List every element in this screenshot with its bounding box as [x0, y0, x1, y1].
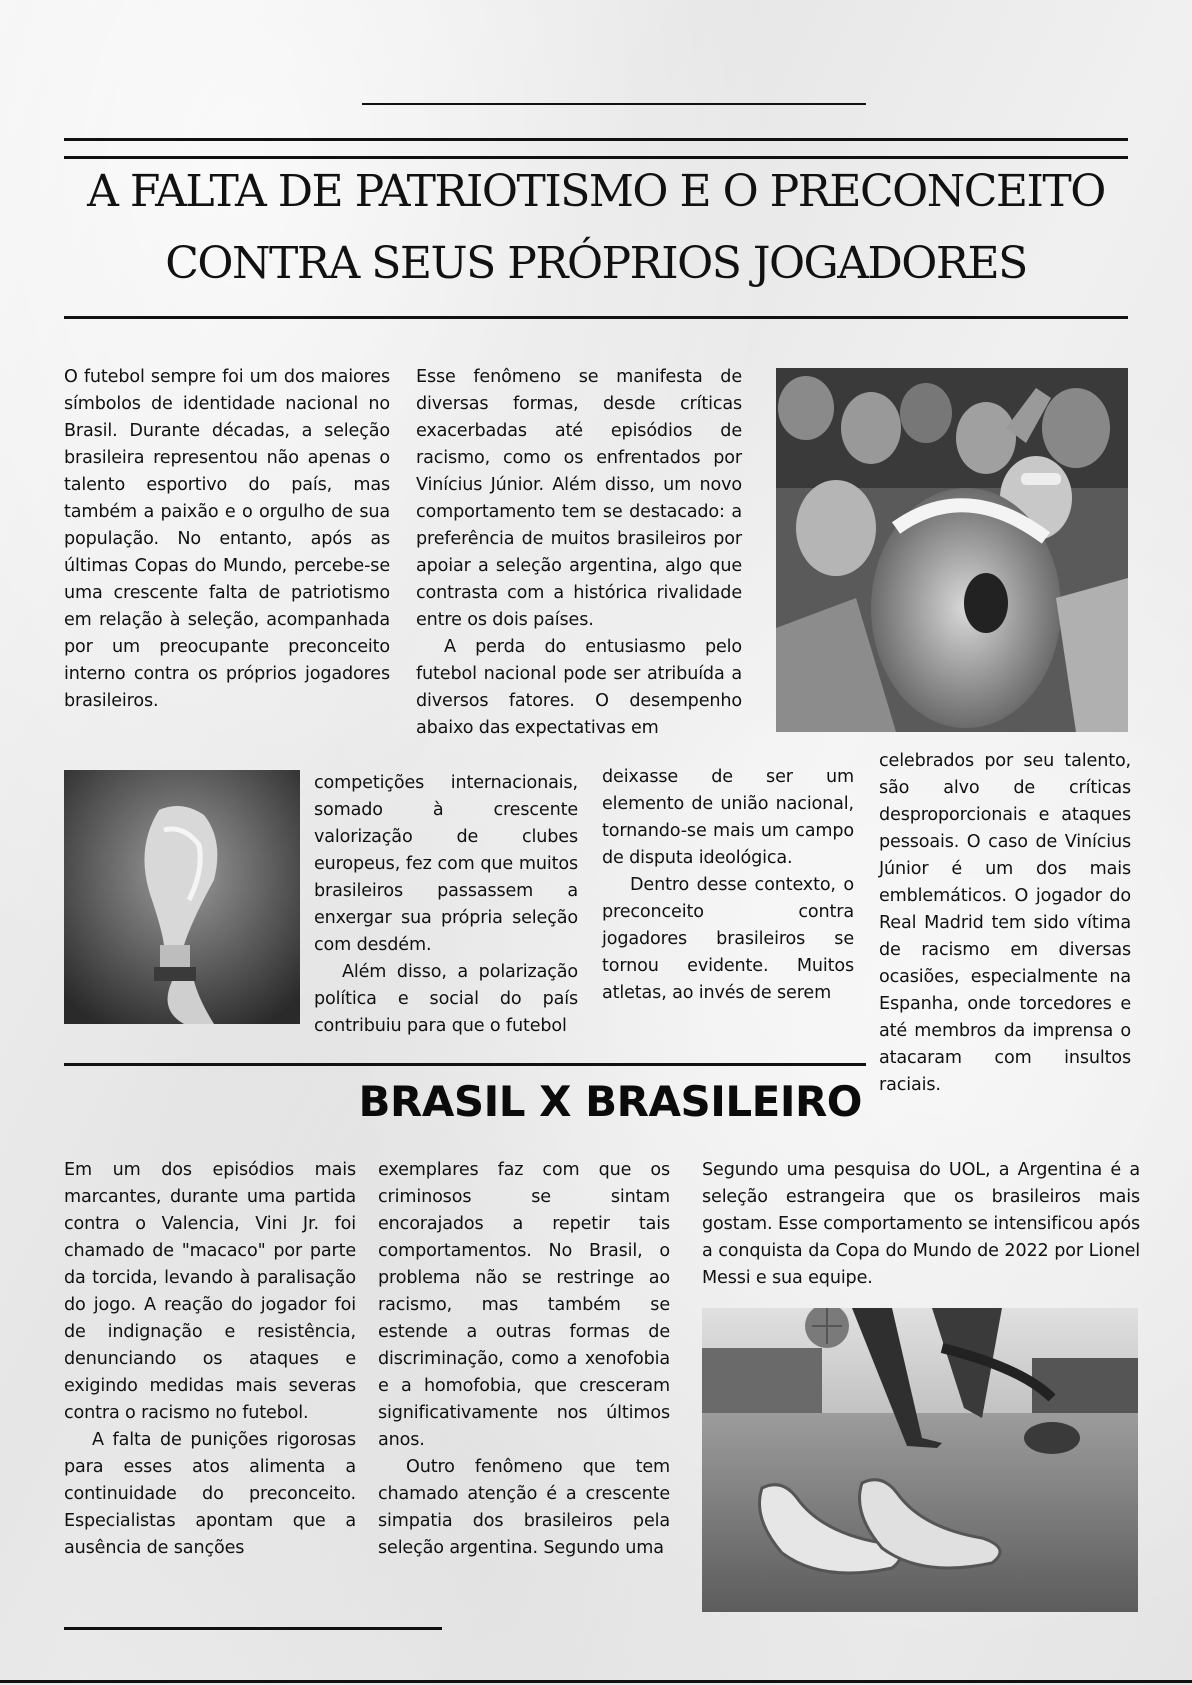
- bottom-rule: [64, 1627, 442, 1630]
- section-column-2: [378, 1157, 670, 1562]
- paragraph: competições internacionais, somado à crescente valorização de clubes europeus, fez com que muitos brasileiros passassem a enxergar sua própria seleção com desdém.: [314, 773, 578, 955]
- paragraph: exemplares faz com que os criminosos se sintam encorajados a repetir tais comportamentos. No Brasil, o problema não se restringe ao racismo, mas também se estende a outras formas de discriminação, como a xenofobia e a homofobia, que cresceram significativamente nos últimos anos.: [378, 1160, 670, 1450]
- street-football-photo: [702, 1308, 1138, 1612]
- page-bottom-edge: [0, 1680, 1192, 1683]
- header-rule-1: [64, 138, 1128, 141]
- top-short-rule: [362, 103, 866, 105]
- article-column-3: [314, 770, 578, 1040]
- world-cup-trophy-photo: [64, 770, 300, 1024]
- paragraph: O futebol sempre foi um dos maiores símbolos de identidade nacional no Brasil. Durante décadas, a seleção brasileira representou não apenas o talento esportivo do país, mas também a paixão e o orgulho de sua população. No entanto, após as últimas Copas do Mundo, percebe-se uma crescente falta de patriotismo em relação à seleção, acompanhada por um preocupante preconceito interno contra os próprios jogadores brasileiros.: [64, 367, 390, 711]
- page-title-line-1: A FALTA DE PATRIOTISMO E O PRECONCEITO: [87, 166, 1105, 217]
- section-column-1: [64, 1157, 356, 1562]
- paragraph: Além disso, a polarização política e social do país contribuiu para que o futebol: [314, 962, 578, 1036]
- paragraph: Em um dos episódios mais marcantes, durante uma partida contra o Valencia, Vini Jr. foi chamado de "macaco" por parte da torcida, levando à paralisação do jogo. A reação do jogador foi de indignação e resistência, denunciando os ataques e exigindo medidas mais severas contra o racismo no futebol.: [64, 1160, 356, 1423]
- headline-bottom-rule: [64, 316, 1128, 319]
- article-column-4: [602, 764, 854, 1007]
- paragraph: Segundo uma pesquisa do UOL, a Argentina é a seleção estrangeira que os brasileiros mais gostam. Esse comportamento se intensificou após a conquista da Copa do Mundo de 2022 por Lionel Messi e sua equipe.: [702, 1160, 1140, 1288]
- paragraph: Outro fenômeno que tem chamado atenção é a crescente simpatia dos brasileiros pela seleção argentina. Segundo uma: [378, 1457, 670, 1558]
- section-column-3: [702, 1157, 1140, 1292]
- page-title-line-2: CONTRA SEUS PRÓPRIOS JOGADORES: [165, 238, 1027, 289]
- article-column-5: [879, 748, 1131, 1099]
- article-column-2: [416, 364, 742, 742]
- paragraph: A falta de punições rigorosas para esses atos alimenta a continuidade do preconceito. Especialistas apontam que a ausência de sanções: [64, 1430, 356, 1558]
- section-divider-rule: [64, 1063, 866, 1066]
- crowd-celebration-photo: [776, 368, 1128, 732]
- paragraph: deixasse de ser um elemento de união nacional, tornando-se mais um campo de disputa ideológica.: [602, 767, 854, 868]
- article-column-1: [64, 364, 390, 715]
- paragraph: A perda do entusiasmo pelo futebol nacional pode ser atribuída a diversos fatores. O desempenho abaixo das expectativas em: [416, 637, 742, 738]
- paragraph: celebrados por seu talento, são alvo de críticas desproporcionais e ataques pessoais. O caso de Vinícius Júnior é um dos mais emblemáticos. O jogador do Real Madrid tem sido vítima de racismo em diversas ocasiões, especialmente na Espanha, onde torcedores e até membros da imprensa o atacaram com insultos raciais.: [879, 751, 1131, 1095]
- paragraph: Esse fenômeno se manifesta de diversas formas, desde críticas exacerbadas até episódios de racismo, como os enfrentados por Vinícius Júnior. Além disso, um novo comportamento tem se destacado: a preferência de muitos brasileiros por apoiar a seleção argentina, algo que contrasta com a histórica rivalidade entre os dois países.: [416, 367, 742, 630]
- section-title: BRASIL X BRASILEIRO: [358, 1077, 862, 1126]
- paragraph: Dentro desse contexto, o preconceito contra jogadores brasileiros se tornou evidente. Muitos atletas, ao invés de serem: [602, 875, 854, 1003]
